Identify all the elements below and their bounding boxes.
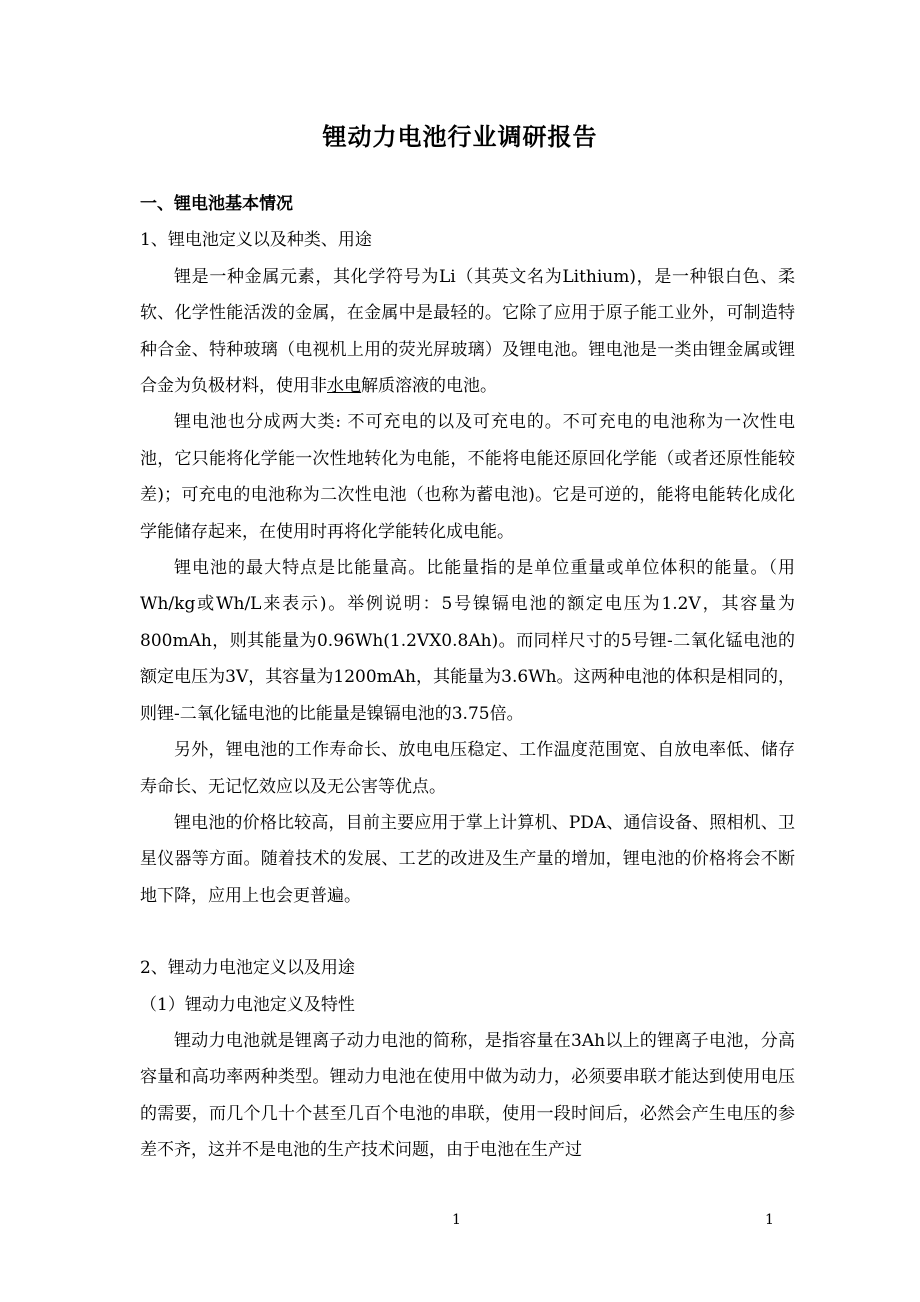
paragraph-advantages: 另外，锂电池的工作寿命长、放电电压稳定、工作温度范围宽、自放电率低、储存寿命长、无记忆效应以及无公害等优点。 [140,740,795,797]
subsection-heading-2: 2、锂动力电池定义以及用途 [140,958,355,979]
page-number-right: 1 [765,1212,774,1228]
paragraph-power-battery-definition: 锂动力电池就是锂离子动力电池的简称，是指容量在3Ah以上的锂离子电池，分高容量和高功率两种类型。锂动力电池在使用中做为动力，必须要串联才能达到使用电压的需要，而几个几十个甚至几百个电池的串联，使用一段时间后，必然会产生电压的参差不齐，这并不是电池的生产技术问题，由于电池在生产过 [140,1030,795,1161]
paragraph-battery-types: 锂电池也分成两大类: 不可充电的以及可充电的。不可充电的电池称为一次性电池，它只能将化学能一次性地转化为电能，不能将电能还原回化学能（或者还原性能较差)；可充电的电池称为二次性电池（也称为蓄电池)。它是可逆的，能将电能转化成化学能储存起来，在使用时再将化学能转化成电能。 [140,412,795,542]
section-heading-1: 一、锂电池基本情况 [140,194,293,214]
paragraph-specific-energy: 锂电池的最大特点是比能量高。比能量指的是单位重量或单位体积的能量。（用Wh/kg或Wh/L来表示)。举例说明：5号镍镉电池的额定电压为1.2V，其容量为800mAh，则其能量为0.96Wh(1.2VX0.8Ah)。而同样尺寸的5号锂-二氧化锰电池的额定电压为3V，其容量为1200mAh，其能量为3.6Wh。这两种电池的体积是相同的，则锂-二氧化锰电池的比能量是镍镉电池的3.75倍。 [140,558,795,724]
paragraph-spacer [140,914,795,950]
paragraph-text: 解质溶液的电池。 [361,376,497,397]
paragraph-lithium-definition [140,259,795,405]
paragraph-text: 锂是一种金属元素，其化学符号为Li（其英文名为Lithium)，是一种银白色、柔软、化学性能活泼的金属，在金属中是最轻的。它除了应用于原子能工业外，可制造特种合金、特种玻璃（电视机上用的荧光屏玻璃）及锂电池。锂电池是一类由锂金属或锂合金为负极材料，使用非 [140,266,795,397]
paragraph-price-applications: 锂电池的价格比较高，目前主要应用于掌上计算机、PDA、通信设备、照相机、卫星仪器等方面。随着技术的发展、工艺的改进及生产量的增加，锂电池的价格将会不断地下降，应用上也会更普遍。 [140,812,795,906]
underlined-term: 水电 [327,376,361,397]
document-body [140,186,795,1169]
report-title: 锂动力电池行业调研报告 [322,122,598,151]
page-number-center: 1 [452,1212,461,1228]
subsection-heading-1: 1、锂电池定义以及种类、用途 [140,230,372,251]
subsection-heading-2-1: （1）锂动力电池定义及特性 [140,994,355,1015]
